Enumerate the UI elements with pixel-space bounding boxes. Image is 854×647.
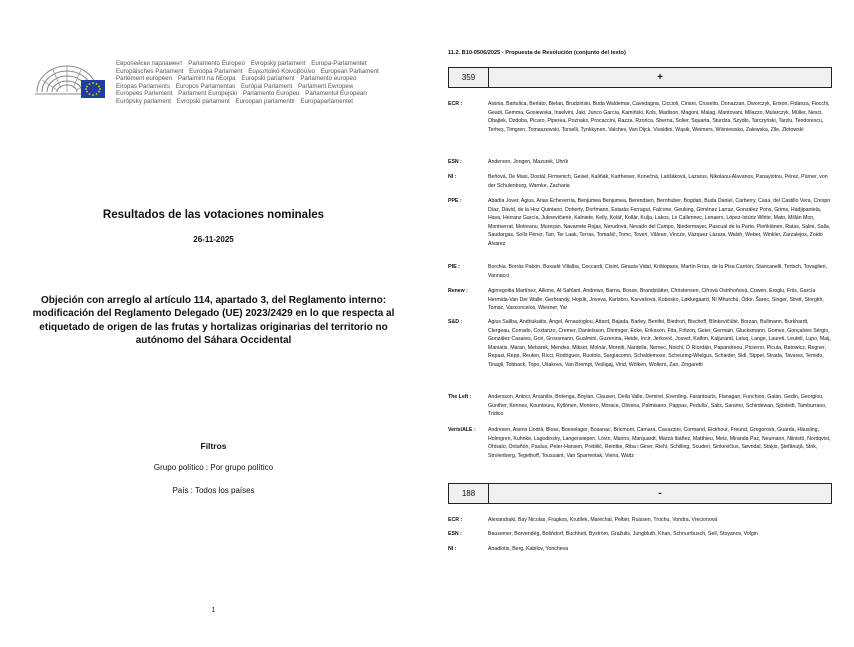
language-name: Parlement européen <box>116 75 173 83</box>
political-group-row <box>448 545 832 554</box>
document-title: Resultados de las votaciones nominales <box>102 209 325 221</box>
political-group-row <box>448 263 832 280</box>
language-name: Parlamento Europeo <box>188 60 246 67</box>
language-name: Parlaimint na hEorpa <box>177 75 236 83</box>
political-group-row <box>448 393 832 419</box>
language-name: Parlament Europejski <box>178 90 237 98</box>
language-name: Ευρωπαϊκό Κοινοβούλιο <box>248 67 315 75</box>
political-group-row <box>448 516 832 525</box>
language-name: Európai Parlament <box>240 82 293 90</box>
political-group-members: Abadía Jover, Agius, Arias Echeverría, Benjumea Benjumea, Berendsen, Bernhuber, Bogdan, Buda Daniel, Carberry, Casa, del Castillo Vera, Crespo Díaz, Dávid, de la Hoz Quintano, Doherty, Dorfmann, Estaràs Ferragut, Falcone, Geuking, Giménez Larraz, González Pons, Grims, Hadjipantela, Hava, Herranz García, Juknevičienė, Kalniete, Kelly, Kolář, Kollár, Kulja, Lakos, Le Callennec, Lenaers, López-Istúriz White, Mato, Millán Mon, Montserrat, Motreanu, Mureşan, Navarrete Rojas, Nerudová, Nevado del Campo, Niedermayer, Pascual de la Parte, Pieńkiänen, Ratas, Salini, Salla, Saudargas, Solís Pérez, Tarr, Ter Laak, Terras, Tomašič, Tomc, Toveri, Vălean, Vincze, Vázquez Lázara, Walsh, Weber, Winkler, Zarzalejos, Zoido Álvarez <box>488 198 831 247</box>
language-name: Parlamentul European <box>305 90 367 98</box>
vote-against-count: 188 <box>449 484 489 503</box>
political-group-name: Renew : <box>448 288 468 294</box>
political-group-row <box>448 158 832 167</box>
political-group-row <box>448 426 832 460</box>
language-name: Europäisches Parlament <box>116 67 184 75</box>
political-group-name: S&D : <box>448 319 463 325</box>
political-group-members: Borchia, Borrás Pabón, Buxadé Villalba, Ceccardi, Cisint, Girauta Vidal, Krištopans, Martín Frías, de la Pisa Carrión, Stancanelli, Tertsch, Tovaglieri, Vannacci <box>488 264 827 279</box>
political-group-members: Andersson, Antoci, Arvanitis, Botenga, Boylan, Clausen, Della Valle, Demirel, Everding, Farantouris, Flanagan, Funchion, Galán, Gedin, Georgiou, Günther, Kennes, Kountoura, Kyllönen, Montero, Morace, Oliveira, Palmisano, Pappas, Pedulla', Salis, Saramo, Schirdewan, Sjöstedt, Tamburrano, Tridico <box>488 394 827 418</box>
political-group-name: The Left : <box>448 394 472 400</box>
language-name: Eiropas Parlaments <box>116 82 170 90</box>
political-group-members: Beňová, De Masi, Dostál, Firmenich, Geisel, Kaliňák, Kartheiser, Konečná, Laššáková, Lazarus, Nikolaou-Alavanos, Panayiotou, Pérez, Pürner, von der Schulenburg, Warnke, Zacharia <box>488 174 828 189</box>
language-name: Europski parlament <box>241 75 295 83</box>
political-group-row <box>448 287 832 313</box>
political-group-members: Anadiotis, Berg, Kabilov, Yoncheva <box>488 546 569 552</box>
political-group-members: Alexandraki, Bay Nicolas, Fragkos, Krutílek, Maréchal, Peltier, Ruissen, Trochu, Vondra, Vrecionová <box>488 517 718 523</box>
political-group-row <box>448 100 832 134</box>
language-name: Europos Parlamentas <box>175 82 236 90</box>
political-group-name: NI : <box>448 174 457 180</box>
filter-country: País : Todos los países <box>172 486 255 495</box>
language-name: Europaparlamentet <box>300 97 354 105</box>
language-name: Evropski parlament <box>176 97 230 105</box>
parliament-name-languages <box>116 60 406 106</box>
political-group-members: Agirregoitia Martínez, Allione, Al-Sahlani, Andrews, Barna, Bosse, Brandstätter, Christensen, Cifrová Ostrihoňová, Cowen, Eroglu, Friis, García Hermida-Van Der Walle, Gerbrandy, Hojsík, Joveva, Karlsbro, Karvašová, Kobosko, Løkkegaard, Ní Mhurchú, Ódor, Šarec, Singer, Streit, Storgkh, Tomac, Vasconcelos, Wiesner, Yar <box>488 288 824 312</box>
political-group-name: NI : <box>448 546 457 552</box>
language-name: Euroopa Parlament <box>189 67 243 75</box>
language-name: European Parliament <box>320 67 379 75</box>
results-page <box>427 0 854 647</box>
filter-political-group: Grupo político : Por grupo político <box>153 463 274 472</box>
political-group-row <box>448 197 832 249</box>
political-group-name: ECR : <box>448 517 463 523</box>
political-group-name: ECR : <box>448 101 463 107</box>
language-name: Euroopan parlamentti <box>235 97 295 105</box>
political-group-name: Verts/ALE : <box>448 427 476 433</box>
vote-subject: Objeción con arreglo al artículo 114, apartado 3, del Reglamento interno: modificación del Reglamento Delegado (UE) 2023/2429 en lo que respecta al etiquetado de origen de las frutas y hortalizas originarias del territorio no autónomo del Sáhara Occidental <box>32 295 395 347</box>
vote-for-box <box>448 67 832 88</box>
political-group-members: Anderson, Jongen, Mazurek, Uhrík <box>488 159 569 165</box>
vote-against-symbol: - <box>658 488 662 499</box>
language-name: Europa-Parlamentet <box>311 60 367 67</box>
political-group-name: ESN : <box>448 531 462 537</box>
vote-for-symbol: + <box>657 72 663 83</box>
language-name: Parlamento europeo <box>300 75 357 83</box>
document-date: 26-11-2025 <box>193 235 234 244</box>
page-number: 1 <box>211 607 216 614</box>
political-group-name: PfE : <box>448 264 460 270</box>
vote-against-box <box>448 483 832 504</box>
political-group-members: Bausemer, Borvendég, Bošňdorf, Buchheit, Byström, Gražulis, Jungbluth, Khan, Schnurrbusch, Sell, Stoyanov, Volgin <box>488 531 758 537</box>
political-group-row <box>448 318 832 370</box>
political-group-row <box>448 173 832 190</box>
language-name: Evropský parlament <box>250 60 306 67</box>
language-name: Europees Parlement <box>116 90 173 98</box>
political-group-members: Agius Saliba, Andriukaitis, Angel, Arnautoglou, Attard, Bajada, Barley, Benifei, Biedroń, Bischoff, Blinkevičiūtė, Borzan, Bullmann, Burkhardt, Clergeau, Corrado, Costanzo, Cremer, Danielsson, Dieringer, Ecke, Eriksson, Fita, Fritzon, Geier, Germain, Glucksmann, Gomes, Gonçalves Sérgio, González Casares, Gori, Grossmann, Gualmini, Guzenina, Heide, Incir, Jerković, Jouvet, Kalfon, Kaljurand, Laluq, Lange, Laureti, Leuteli, Lupo, Maij, Maniatis, Maran, Mebarek, Mendes, Mikser, Molnár, Moretti, Nardella, Nemec, Noichl, Ó Ríordáin, Papandreou, Picierno, Picula, Ratowicz, Regner, Repasi, Repp, Reuten, Ricci, Rodrigues, Ruotolo, Sargiacomo, Schaldemose, Scheuring-Wielgus, Schieder, Sidl, Sippel, Strada, Tavares, Temido, Tinagli, Tobback, Topo, Ušakovs, Van Brempt, Veśligaj, Vind, Wölken, Wolters, Zan, Zingaretti <box>488 319 831 368</box>
vote-for-count: 359 <box>449 68 489 87</box>
language-name: Европейски парламент <box>116 60 183 67</box>
filters-heading: Filtros <box>200 441 227 451</box>
language-name: Parlament Ewropew <box>297 82 354 90</box>
european-parliament-logo-icon <box>33 58 111 104</box>
political-group-members: Aixinia, Bartulica, Berlato, Bielan, Brudziński, Buda Waldemar, Cavedagna, Ciccioli, Ciriani, Crosetto, Donazzan, Dworczyk, Erixon, Fidanza, Fiocchi, Geadi, Gemma, Gosiewska, Inselvini, Jaki, Junco García, Kamiński, Kols, Madison, Magoni, Malag, Mantovani, Milazzo, Mularczyk, Müller, Nesci, Obajtek, Ozdoba, Picaro, Piperea, Poznaks, Procaccini, Razza, Rzońca, Sberna, Solier, Squarta, Sturdza, Szydło, Tarczyński, Tarziu, Teodorescu, Terheş, Timgren, Tomaszewski, Torselli, Tynkkynen, Valchev, Van Dijck, Vivaldini, Wąsik, Weimers, Wiśniewska, Zalewska, Zile, Złotowski <box>488 101 830 133</box>
political-group-members: Andresen, Asens Llodrà, Bloss, Boeselager, Bosanac, Bricmont, Camara, Cavazzini, Cormand, Eickhout, Freund, Gregorová, Guarda, Häusling, Holmgren, Kuhnke, Lagodinsky, Langensiepen, Lövin, Marino, Marquardt, Marzà Ibáñez, Matthieu, Metz, Miranda Paz, Neumann, Niinistö, Nordqvist, Ohisalo, Ontañón, Paulus, Peter-Hansen, Prebilič, Reintke, Riba i Giner, Riehl, Schilling, Scuderi, Sinkevičius, Søvndal, Staķis, Ştefănuţă, Strik, Strolenberg, Tegethoff, Toussaint, Van Sparrentak, Vieira, Waitz <box>488 427 831 459</box>
political-group-name: ESN : <box>448 159 462 165</box>
political-group-name: PPE : <box>448 198 462 204</box>
vote-heading: 11.2. B10-0506/2025 - Propuesta de Resolución (conjunto del texto) <box>448 50 626 56</box>
political-group-row <box>448 530 832 539</box>
language-name: Európsky parlament <box>116 97 172 105</box>
language-name: Parlamento Europeu <box>242 90 300 98</box>
